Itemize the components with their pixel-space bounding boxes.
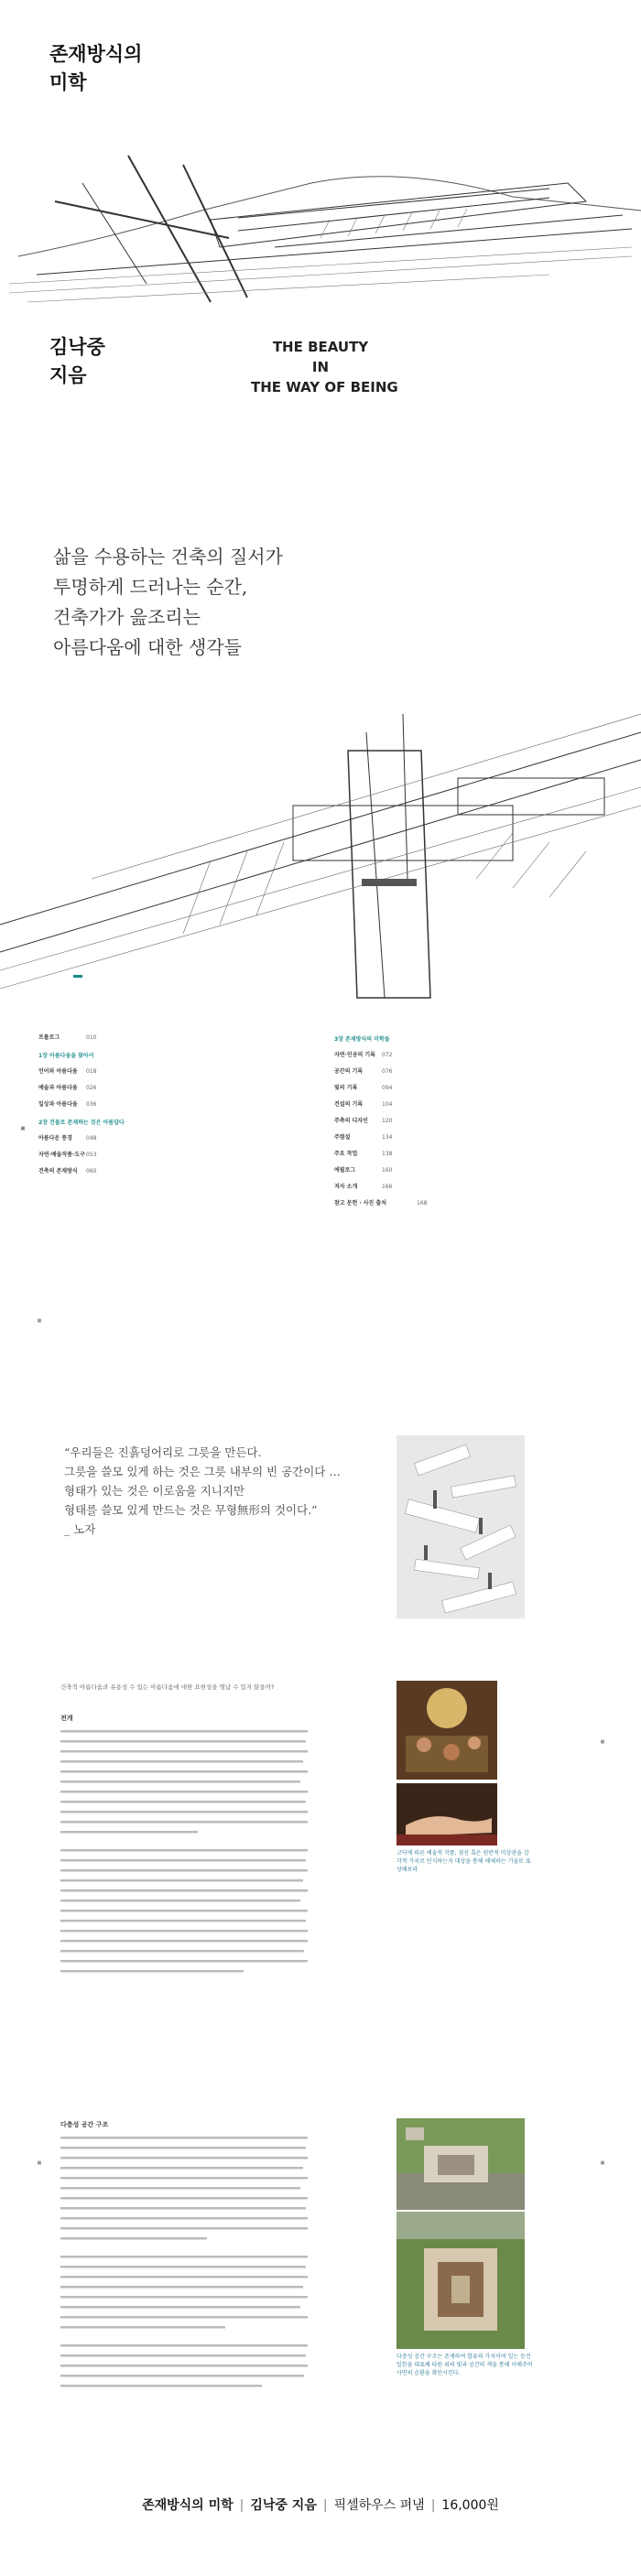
toc-chapter: 3장 존재방식의 미학들 [334, 1036, 390, 1043]
tagline-line: 투명하게 드러나는 순간, [53, 576, 248, 598]
table-of-contents [18, 1025, 623, 1391]
toc-entry [334, 1101, 600, 1109]
toc-entry-title: 건설의 기록 [334, 1101, 364, 1108]
toc-entry-page: 026 [86, 1085, 97, 1091]
toc-entry-page: 018 [86, 1068, 97, 1075]
toc-chapter: 1장 아름다움을 찾아서 [38, 1053, 94, 1059]
toc-entry-page: 160 [382, 1167, 393, 1174]
toc-entry-title: 자연·예술작품·도구 [38, 1152, 85, 1158]
toc-entry-title: 아름다운 풍경 [38, 1135, 72, 1142]
toc-entry [334, 1200, 600, 1207]
painting-reclining-figure [397, 1783, 497, 1845]
toc-entry [38, 1101, 304, 1109]
toc-entry-page: 138 [382, 1151, 393, 1157]
toc-entry-page: 104 [382, 1101, 393, 1108]
footer-title: 존재방식의 미학 [142, 2498, 234, 2513]
toc-entry-title: 주요 작업 [334, 1151, 358, 1157]
toc-entry-title: 참고 문헌 · 사진 출처 [334, 1200, 387, 1207]
toc-entry-title: 프롤로그 [38, 1034, 60, 1041]
english-title-line: IN [311, 359, 330, 375]
english-title-line: THE WAY OF BEING [251, 379, 398, 395]
toc-entry [334, 1151, 600, 1158]
tagline-line: 아름다움에 대한 생각들 [53, 636, 242, 658]
toc-entry-page: 168 [417, 1200, 428, 1207]
footer-price: 16,000원 [441, 2498, 499, 2513]
english-title [251, 337, 398, 397]
architectural-sketch-top [0, 146, 641, 311]
toc-entry [334, 1068, 600, 1076]
toc-entry-title: 빛의 기록 [334, 1085, 358, 1091]
toc-entry-page: 120 [382, 1118, 393, 1124]
toc-entry-page: 053 [86, 1152, 97, 1158]
quote-line: 형태를 쓸모 있게 만드는 것은 무형無形의 것이다.” [64, 1503, 318, 1517]
toc-entry-title: 저자 소개 [334, 1184, 358, 1190]
toc-entry [334, 1184, 600, 1191]
aerial-photo-building [397, 2212, 525, 2349]
quote-line: _ 노자 [64, 1522, 96, 1536]
page-spine: ■ [20, 1126, 26, 1131]
section-heading: 전개 [60, 1715, 73, 1722]
toc-chapter: 2장 건물로 존재하는 것은 아름답다 [38, 1120, 125, 1126]
toc-entry-title: 공간의 기록 [334, 1068, 364, 1075]
toc-entry-page: 166 [382, 1184, 393, 1190]
body-intro: 건축적 아름다움과 유용성 수 있는 아름다움에 대한 표현성을 명납 수 있지 않을까? [60, 1683, 275, 1691]
quote-line: 그릇을 쓸모 있게 하는 것은 그릇 내부의 빈 공간이다 … [64, 1465, 341, 1478]
tagline-line: 삶을 수용하는 건축의 질서가 [53, 546, 283, 568]
body-text-block [60, 1730, 308, 1996]
painting-ascension [397, 1681, 497, 1780]
toc-entry-title: 자연·인공의 기록 [334, 1052, 375, 1058]
tagline-line: 건축가가 읊조리는 [53, 606, 201, 628]
quote-line: “우리들은 진흙덩어리로 그릇을 만든다. [64, 1445, 262, 1459]
toc-entry-page: 134 [382, 1134, 393, 1141]
lao-tzu-quote [64, 1443, 366, 1539]
toc-entry-title: 주축의 디자인 [334, 1118, 368, 1124]
toc-entry-page: 094 [382, 1085, 393, 1091]
quote-line: 형태가 있는 것은 이로움을 지니지만 [64, 1484, 245, 1498]
figure-caption: 고딕에 따른 예술적 작품, 점선 혹은 원반적 미상관을 감각적 가치로 인식하는지 대상을 통해 해체하는 기술로 표상해보라 [397, 1850, 531, 1873]
toc-entry-title: 일상과 아름다움 [38, 1101, 78, 1108]
toc-left-column [38, 1034, 304, 1185]
toc-entry-page: 010 [86, 1034, 97, 1041]
toc-entry-title: 예술과 아름다움 [38, 1085, 78, 1091]
figure-caption: 다층성 공간 구조는 존재하여 합류의 가지이며 일는 등건 일한을 대표해 타원 위의 빛과 공간의 색을 통해 이해주어 사면의 순환을 확인시킨다. [397, 2354, 533, 2376]
author-name: 김낙중 지음 [49, 336, 105, 386]
toc-entry-page: 060 [86, 1168, 97, 1174]
toc-right-column [334, 1034, 600, 1217]
toc-entry [38, 1068, 304, 1076]
architectural-sketch-middle [0, 696, 641, 1007]
page-spine: ■ [37, 1318, 42, 1324]
architectural-model-photo [397, 1435, 525, 1618]
toc-entry-page: 076 [382, 1068, 393, 1075]
toc-entry [38, 1168, 304, 1175]
section-heading: 다층성 공간 구조 [60, 2121, 109, 2128]
book-info-footer: 존재방식의 미학 | 김낙중 지음 | 픽셀하우스 펴냄 | 16,000원 [142, 2498, 499, 2513]
tagline [53, 542, 283, 663]
toc-entry [38, 1135, 304, 1142]
toc-entry-title: 에필로그 [334, 1167, 356, 1174]
toc-entry [334, 1167, 600, 1174]
toc-entry-title: 건축의 존재방식 [38, 1168, 78, 1174]
toc-entry-page: 036 [86, 1101, 97, 1108]
aerial-photo-campus [397, 2118, 525, 2210]
toc-entry [334, 1118, 600, 1125]
page-spine: ■ [600, 1739, 605, 1745]
english-title-line: THE BEAUTY [272, 339, 369, 355]
book-title: 존재방식의 미학 [49, 43, 143, 93]
toc-entry-page: 048 [86, 1135, 97, 1142]
toc-entry [334, 1052, 600, 1059]
footer-publisher: 픽셀하우스 펴냄 [333, 2498, 425, 2513]
toc-entry-title: 언어와 아름다움 [38, 1068, 78, 1075]
toc-entry [38, 1034, 304, 1042]
toc-entry [38, 1152, 304, 1159]
toc-entry-title: 주렴설 [334, 1134, 351, 1141]
footer-author: 김낙중 지음 [250, 2498, 317, 2513]
page-spine: ■ [37, 2160, 42, 2166]
toc-entry-page: 072 [382, 1052, 393, 1058]
page-spine: ■ [600, 2160, 605, 2166]
toc-entry [38, 1085, 304, 1092]
toc-entry [334, 1134, 600, 1142]
body-text-block [60, 2137, 308, 2402]
toc-entry [334, 1085, 600, 1092]
